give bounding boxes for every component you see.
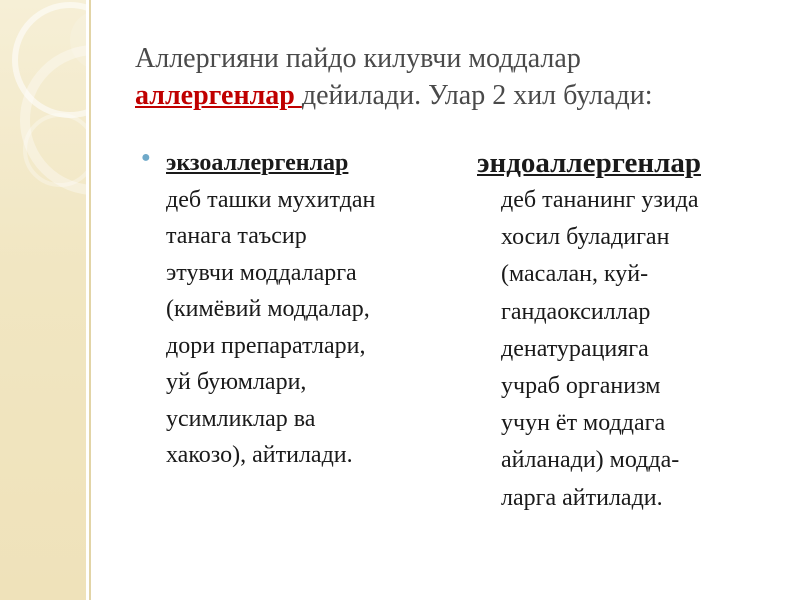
right-paragraph: [501, 182, 777, 517]
right-line: гандаоксиллар: [501, 298, 651, 325]
left-line: танага таъсир: [166, 223, 307, 249]
endo-allergens-term: эндоаллергенлар: [477, 147, 701, 179]
title-line-1: Аллергияни пайдо килувчи моддалар: [135, 43, 581, 74]
right-line: учун ёт моддага: [501, 410, 666, 437]
slide-title: [135, 40, 775, 114]
left-line: этувчи моддаларга: [166, 259, 357, 286]
left-line: уй буюмлари,: [166, 369, 307, 395]
left-line: дори препаратлари,: [166, 332, 366, 359]
right-line: учраб организм: [501, 373, 661, 400]
right-line: ларга айтилади.: [501, 484, 663, 511]
right-line: хосил буладиган: [501, 224, 670, 251]
title-line-2-rest: дейилади. Улар 2 хил булади:: [301, 80, 653, 111]
decorative-circles-icon: [0, 0, 86, 600]
right-line: (масалан, куй-: [501, 261, 649, 288]
left-line: (кимёвий моддалар,: [166, 296, 370, 322]
decorative-side-band: [0, 0, 89, 600]
left-column: [141, 145, 445, 474]
title-line-2: [135, 77, 775, 114]
left-paragraph: [166, 145, 445, 474]
left-line: усимликлар ва: [166, 405, 316, 432]
left-line: деб ташки мухитдан: [166, 186, 376, 213]
right-line: айланади) модда-: [501, 447, 680, 474]
right-line: денатурацияга: [501, 335, 649, 362]
right-column: [477, 144, 777, 517]
exo-allergens-term: экзоаллергенлар: [166, 150, 349, 176]
right-line: деб тананинг узида: [501, 187, 699, 213]
title-highlight-term: аллергенлар: [135, 80, 302, 111]
circle-bullet-icon: ●: [141, 149, 151, 166]
left-line: хакозо), айтилади.: [166, 442, 353, 468]
